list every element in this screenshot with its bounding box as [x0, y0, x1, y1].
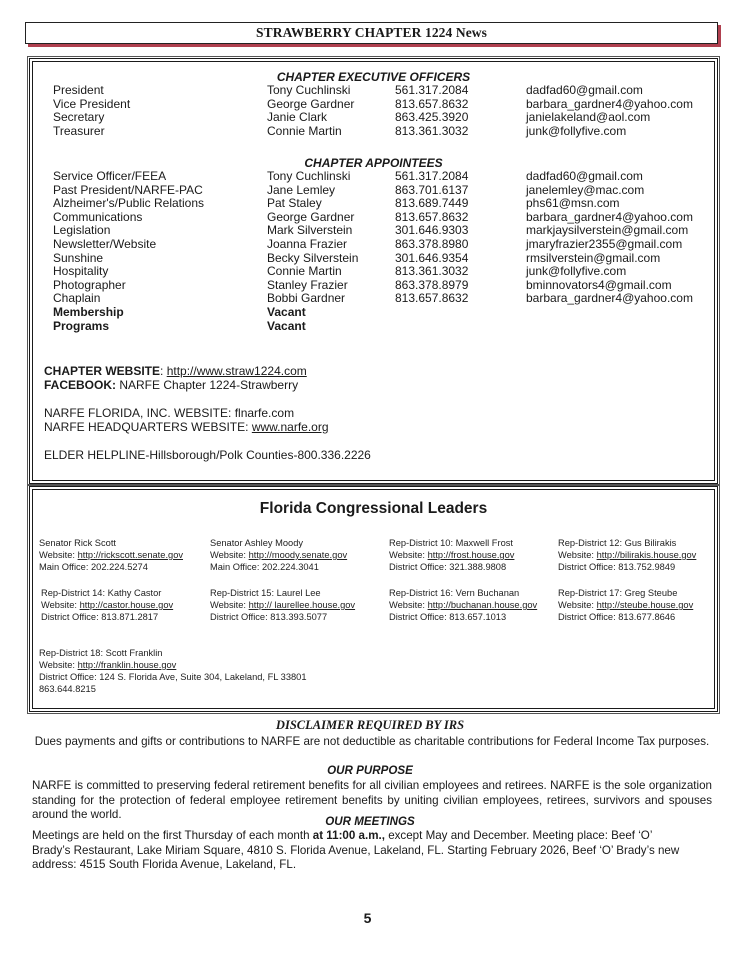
role-label: Programs	[53, 318, 110, 333]
leader-title: Rep-District 15: Laurel Lee	[210, 588, 321, 598]
leader-office: District Office: 813.393.5077	[210, 612, 328, 622]
congress-member	[389, 537, 514, 573]
narfe-florida-label: NARFE FLORIDA, INC. WEBSITE:	[44, 406, 232, 420]
leader-website-link[interactable]: http:// laurellee.house.gov	[248, 600, 356, 610]
purpose-text: NARFE is committed to preserving federal retirement benefits for all civilian employees and retirees. NARFE is the sole organization standing for the protection of federal employee retirement benefits by uniting civilian employees, retirees, survivors and spouses around the world.	[32, 779, 712, 821]
congress-member	[41, 587, 173, 623]
role-label: Hospitality	[53, 264, 109, 279]
roster-row	[43, 224, 703, 238]
leader-website-link[interactable]: http://frost.house.gov	[427, 550, 515, 560]
role-label: Alzheimer's/Public Relations	[53, 196, 205, 211]
member-name: Tony Cuchlinski	[267, 83, 351, 97]
disclaimer-heading: DISCLAIMER REQUIRED BY IRS	[275, 718, 465, 732]
leader-title: Senator Rick Scott	[39, 538, 116, 548]
email-address[interactable]: bminnovators4@gmail.com	[526, 277, 672, 292]
meetings-text	[32, 829, 692, 873]
role-label: Vice President	[53, 96, 131, 111]
email-address[interactable]: junk@follyfive.com	[526, 123, 627, 138]
narfe-florida-line	[44, 406, 294, 420]
narfe-florida-value: flnarfe.com	[234, 406, 295, 420]
appointees-heading: CHAPTER APPOINTEES	[304, 156, 443, 170]
phone-number: 813.361.3032	[395, 123, 469, 138]
member-name: Pat Staley	[267, 196, 322, 211]
member-name: Tony Cuchlinski	[267, 169, 351, 183]
role-label: Chaplain	[53, 291, 101, 306]
masthead-title: STRAWBERRY CHAPTER 1224 News	[256, 25, 487, 40]
phone-number: 813.689.7449	[395, 196, 469, 211]
role-label: Communications	[53, 209, 143, 224]
leader-office: District Office: 813.657.1013	[389, 612, 507, 622]
member-name: Connie Martin	[267, 123, 342, 138]
roster-row	[43, 211, 703, 225]
email-address[interactable]: rmsilverstein@gmail.com	[526, 250, 661, 265]
chapter-website-label: CHAPTER WEBSITE	[44, 364, 161, 378]
leader-website-line	[558, 599, 693, 611]
roster-row	[43, 197, 703, 211]
leader-title: Rep-District 16: Vern Buchanan	[389, 588, 520, 598]
email-address[interactable]: barbara_gardner4@yahoo.com	[526, 291, 693, 306]
leader-website-line	[389, 599, 537, 611]
email-address[interactable]: barbara_gardner4@yahoo.com	[526, 96, 693, 111]
role-label: Treasurer	[53, 123, 105, 138]
narfe-hq-line	[44, 420, 329, 434]
leader-website-link[interactable]: http://buchanan.house.gov	[427, 600, 538, 610]
role-label: Photographer	[53, 277, 126, 292]
elder-helpline: ELDER HELPLINE-Hillsborough/Polk Counties-800.336.2226	[44, 448, 371, 462]
email-address[interactable]: barbara_gardner4@yahoo.com	[526, 209, 693, 224]
meetings-text-before: Meetings are held on the first Thursday of each month	[32, 829, 313, 842]
member-name: Bobbi Gardner	[267, 291, 346, 306]
roster-row	[43, 111, 703, 125]
roster-row	[43, 238, 703, 252]
leader-office: District Office: 124 S. Florida Ave, Suite 304, Lakeland, FL 33801	[39, 672, 307, 682]
congress-member	[558, 587, 693, 623]
member-name: Mark Silverstein	[267, 223, 353, 238]
website-label: Website:	[41, 600, 77, 610]
member-name: Connie Martin	[267, 264, 342, 279]
leader-office: Main Office: 202.224.5274	[39, 562, 148, 572]
roster-row	[43, 306, 703, 320]
leader-title: Rep-District 10: Maxwell Frost	[389, 538, 513, 548]
member-name: Janie Clark	[267, 110, 328, 125]
roster-row	[43, 184, 703, 198]
role-label: Membership	[53, 305, 124, 319]
purpose-heading: OUR PURPOSE	[327, 764, 413, 777]
roster-row	[43, 292, 703, 306]
congress-member	[39, 647, 307, 695]
phone-number: 813.361.3032	[395, 264, 469, 279]
roster-row	[43, 265, 703, 279]
leader-phone: 863.644.8215	[39, 684, 96, 694]
leader-website-link[interactable]: http://steube.house.gov	[596, 600, 694, 610]
leader-website-link[interactable]: http://bilirakis.house.gov	[596, 550, 697, 560]
website-label: Website:	[210, 550, 246, 560]
leader-website-link[interactable]: http://moody.senate.gov	[248, 550, 348, 560]
congress-member	[389, 587, 537, 623]
role-label: Past President/NARFE-PAC	[53, 182, 203, 197]
phone-number: 863.378.8979	[395, 277, 469, 292]
leader-title: Rep-District 18: Scott Franklin	[39, 648, 163, 658]
member-name: George Gardner	[267, 96, 355, 111]
facebook-line	[44, 378, 298, 392]
role-label: Service Officer/FEEA	[53, 169, 167, 183]
member-name: Becky Silverstein	[267, 250, 359, 265]
role-label: Sunshine	[53, 250, 104, 265]
page-number: 5	[363, 910, 372, 926]
executive-officers-heading: CHAPTER EXECUTIVE OFFICERS	[276, 70, 471, 84]
role-label: Secretary	[53, 110, 105, 125]
website-label: Website:	[558, 600, 594, 610]
leader-title: Senator Ashley Moody	[210, 538, 304, 548]
phone-number: 561.317.2084	[395, 169, 469, 183]
member-name: Joanna Frazier	[267, 237, 348, 251]
roster-row	[43, 320, 703, 334]
leader-website-line	[210, 549, 347, 561]
congressional-leaders-box	[29, 486, 718, 712]
leader-website-line	[39, 659, 307, 671]
role-label: Newsletter/Website	[53, 237, 157, 251]
chapter-website-line: CHAPTER WEBSITE: http://www.straw1224.com	[44, 364, 307, 378]
leader-office: Main Office: 202.224.3041	[210, 562, 319, 572]
phone-number: 813.657.8632	[395, 96, 469, 111]
phone-number: 813.657.8632	[395, 291, 469, 306]
congress-member	[210, 587, 355, 623]
website-label: Website:	[558, 550, 594, 560]
email-address[interactable]: jmaryfrazier2355@gmail.com	[526, 237, 683, 251]
meetings-time: at 11:00 a.m.,	[312, 829, 385, 842]
website-label: Website:	[389, 550, 425, 560]
meetings-text-after: except May and December. Meeting place: Beef ‘O’ Brady’s Restaurant, Lake Miriam Square, 4810 S. Florida Avenue, Lakeland, FL. Starting February 2026, Beef ‘O’ Brady’s new address: 4515 South Florida Avenue, Lakeland, FL.	[32, 829, 680, 871]
email-address[interactable]: dadfad60@gmail.com	[526, 83, 643, 97]
website-label: Website:	[389, 600, 425, 610]
email-address[interactable]: janielakeland@aol.com	[526, 110, 651, 125]
role-label: President	[53, 83, 104, 97]
congress-member	[210, 537, 347, 573]
leader-office: District Office: 813.752.9849	[558, 562, 676, 572]
member-name: Stanley Frazier	[267, 277, 348, 292]
newsletter-masthead	[25, 22, 718, 44]
email-address[interactable]: phs61@msn.com	[526, 196, 620, 211]
phone-number: 863.378.8980	[395, 237, 469, 251]
leader-title: Rep-District 14: Kathy Castor	[41, 588, 162, 598]
leader-title: Rep-District 12: Gus Bilirakis	[558, 538, 677, 548]
congressional-heading: Florida Congressional Leaders	[259, 500, 488, 517]
phone-number: 301.646.9303	[395, 223, 469, 238]
congress-member	[558, 537, 696, 573]
phone-number: 813.657.8632	[395, 209, 469, 224]
member-name: George Gardner	[267, 209, 355, 224]
phone-number: 561.317.2084	[395, 83, 469, 97]
chapter-website-link[interactable]: http://www.straw1224.com	[166, 364, 307, 378]
roster-row	[43, 98, 703, 112]
roster-row	[43, 125, 703, 139]
website-label: Website:	[39, 660, 75, 670]
leader-office: District Office: 321.388.9808	[389, 562, 507, 572]
member-name: Vacant	[267, 305, 306, 319]
leader-website-link[interactable]: http://rickscott.senate.gov	[77, 550, 184, 560]
member-name: Jane Lemley	[267, 182, 336, 197]
disclaimer-text: Dues payments and gifts or contributions to NARFE are not deductible as charitable contributions for Federal Income Tax purposes.	[34, 735, 710, 748]
congress-member	[39, 537, 183, 573]
facebook-label: FACEBOOK:	[44, 378, 116, 392]
leader-website-link[interactable]: http://franklin.house.gov	[77, 660, 177, 670]
facebook-value: NARFE Chapter 1224-Strawberry	[119, 378, 299, 392]
member-name: Vacant	[267, 318, 306, 333]
phone-number: 301.646.9354	[395, 250, 469, 265]
leader-website-line	[210, 599, 355, 611]
leader-website-line	[558, 549, 696, 561]
email-address[interactable]: janelemley@mac.com	[526, 182, 645, 197]
website-label: Website:	[39, 550, 75, 560]
leader-title: Rep-District 17: Greg Steube	[558, 588, 678, 598]
leader-website-line	[41, 599, 173, 611]
roster-row	[43, 252, 703, 266]
leader-office: District Office: 813.677.8646	[558, 612, 676, 622]
leader-office: District Office: 813.871.2817	[41, 612, 159, 622]
leader-website-line	[39, 549, 183, 561]
phone-number: 863.701.6137	[395, 182, 469, 197]
email-address[interactable]: markjaysilverstein@gmail.com	[526, 223, 689, 238]
meetings-heading: OUR MEETINGS	[325, 815, 415, 828]
roster-row	[43, 84, 703, 98]
leader-website-link[interactable]: http://castor.house.gov	[79, 600, 174, 610]
narfe-hq-label: NARFE HEADQUARTERS WEBSITE:	[44, 420, 249, 434]
email-address[interactable]: dadfad60@gmail.com	[526, 169, 643, 183]
email-address[interactable]: junk@follyfive.com	[526, 264, 627, 279]
website-label: Website:	[210, 600, 246, 610]
narfe-hq-link[interactable]: www.narfe.org	[251, 420, 329, 434]
chapter-directory-box	[29, 58, 718, 484]
roster-row	[43, 279, 703, 293]
roster-row	[43, 170, 703, 184]
leader-website-line	[389, 549, 514, 561]
role-label: Legislation	[53, 223, 111, 238]
phone-number: 863.425.3920	[395, 110, 469, 125]
